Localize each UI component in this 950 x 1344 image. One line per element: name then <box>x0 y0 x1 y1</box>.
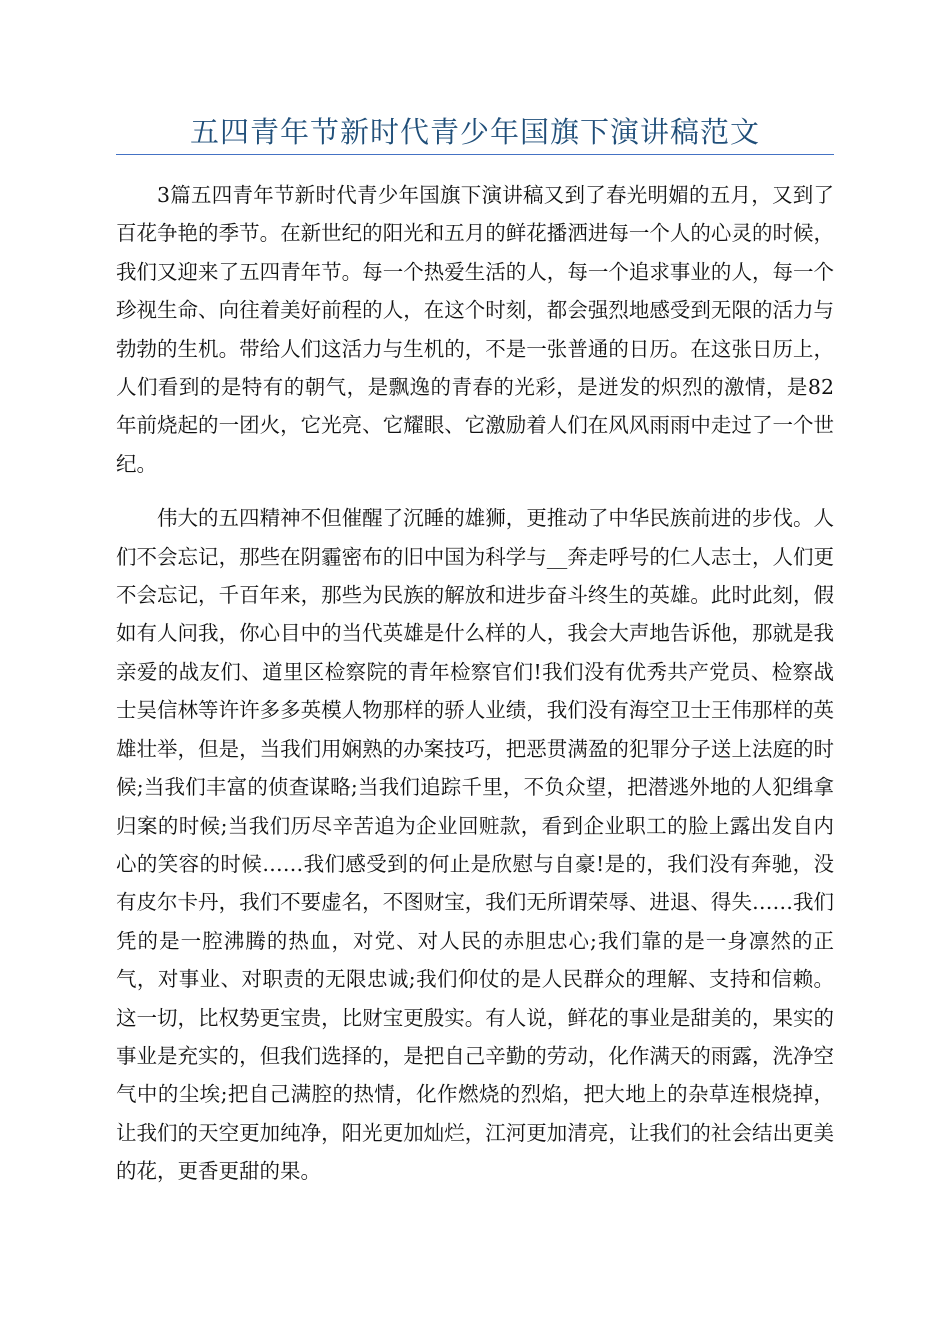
paragraph: 3篇五四青年节新时代青少年国旗下演讲稿又到了春光明媚的五月，又到了百花争艳的季节。在新世纪的阳光和五月的鲜花播洒进每一个人的心灵的时候，我们又迎来了五四青年节。每一个热爱生活的人，每一个追求事业的人，每一个珍视生命、向往着美好前程的人，在这个时刻，都会强烈地感受到无限的活力与勃勃的生机。带给人们这活力与生机的，不是一张普通的日历。在这张日历上，人们看到的是特有的朝气，是飘逸的青春的光彩，是迸发的炽烈的激情，是82年前烧起的一团火，它光亮、它耀眼、它激励着人们在风风雨雨中走过了一个世纪。 <box>116 183 834 476</box>
paragraph: 伟大的五四精神不但催醒了沉睡的雄狮，更推动了中华民族前进的步伐。人们不会忘记，那些在阴霾密布的旧中国为科学与__奔走呼号的仁人志士，人们更不会忘记，千百年来，那些为民族的解放和进步奋斗终生的英雄。此时此刻，假如有人问我，你心目中的当代英雄是什么样的人，我会大声地告诉他，那就是我亲爱的战友们、道里区检察院的青年检察官们!我们没有优秀共产党员、检察战士吴信林等许许多多英模人物那样的骄人业绩，我们没有海空卫士王伟那样的英雄壮举，但是，当我们用娴熟的办案技巧，把恶贯满盈的犯罪分子送上法庭的时候;当我们丰富的侦查谋略;当我们追踪千里，不负众望，把潜逃外地的人犯缉拿归案的时候;当我们历尽辛苦追为企业回赃款，看到企业职工的脸上露出发自内心的笑容的时候……我们感受到的何止是欣慰与自豪!是的，我们没有奔驰，没有皮尔卡丹，我们不要虚名，不图财宝，我们无所谓荣辱、进退、得失……我们凭的是一腔沸腾的热血，对党、对人民的赤胆忠心;我们靠的是一身凛然的正气，对事业、对职责的无限忠诚;我们仰仗的是人民群众的理解、支持和信赖。这一切，比权势更宝贵，比财宝更殷实。有人说，鲜花的事业是甜美的，果实的事业是充实的，但我们选择的，是把自己辛勤的劳动，化作满天的雨露，洗净空气中的尘埃;把自己满腔的热情，化作燃烧的烈焰，把大地上的杂草连根烧掉，让我们的天空更加纯净，阳光更加灿烂，江河更加清亮，让我们的社会结出更美的花，更香更甜的果。 <box>116 506 834 1184</box>
title-underline <box>116 154 834 155</box>
document-body <box>116 176 834 1207</box>
document-title: 五四青年节新时代青少年国旗下演讲稿范文 <box>189 115 760 149</box>
